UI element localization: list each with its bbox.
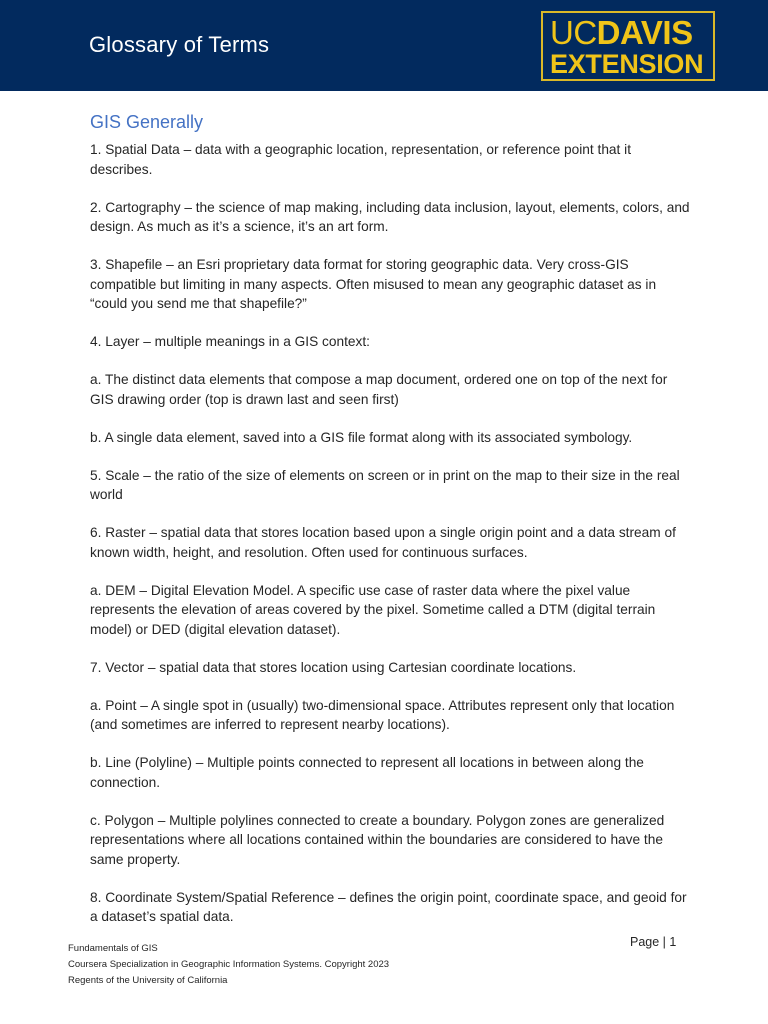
glossary-entry: b. A single data element, saved into a GIS file format along with its associated symbology. — [90, 429, 633, 445]
glossary-entry: 8. Coordinate System/Spatial Reference – defines the origin point, coordinate space, and geoid for a dataset’s spatial data. — [90, 889, 687, 924]
glossary-entry: b. Line (Polyline) – Multiple points connected to represent all locations in between along the connection. — [90, 755, 644, 790]
page-header — [0, 0, 768, 91]
glossary-entry: 1. Spatial Data – data with a geographic location, representation, or reference point that it describes. — [90, 142, 631, 177]
logo-davis: DAVIS — [596, 14, 693, 51]
glossary-entry: 2. Cartography – the science of map making, including data inclusion, layout, elements, colors, and design. As much as it’s a science, it’s an art form. — [90, 199, 690, 234]
glossary-entry: 4. Layer – multiple meanings in a GIS context: — [90, 334, 370, 349]
glossary-entry: a. Point – A single spot in (usually) two-dimensional space. Attributes represent only that location (and sometimes are inferred to represent nearby locations). — [90, 697, 675, 732]
page-footer — [68, 941, 389, 989]
glossary-entry: 5. Scale – the ratio of the size of elements on screen or in print on the map to their size in the real world — [90, 467, 680, 502]
footer-course: Fundamentals of GIS — [68, 943, 158, 954]
glossary-list — [90, 140, 690, 927]
document-title: Glossary of Terms — [89, 32, 270, 57]
logo-line-2: EXTENSION — [550, 49, 704, 79]
glossary-entry: 3. Shapefile – an Esri proprietary data format for storing geographic data. Very cross-GIS compatible but limiting in many aspects. Often misused to mean any geographic dataset as in “could you send me that shapefile?” — [90, 257, 657, 311]
glossary-entry: a. DEM – Digital Elevation Model. A specific use case of raster data where the pixel value represents the elevation of areas covered by the pixel. Sometime called a DTM (digital terrain model) or DED (digital elevation dataset). — [90, 582, 656, 637]
glossary-entry: a. The distinct data elements that compose a map document, ordered one on top of the next for GIS drawing order (top is drawn last and seen first) — [90, 372, 668, 407]
logo-line-1 — [550, 15, 693, 51]
glossary-entry: 7. Vector – spatial data that stores location using Cartesian coordinate locations. — [90, 659, 577, 675]
page-number: Page | 1 — [630, 935, 677, 949]
footer-specialization: Coursera Specialization in Geographic Information Systems. Copyright 2023 — [68, 959, 390, 970]
glossary-entry: 6. Raster – spatial data that stores location based upon a single origin point and a data stream of known width, height, and resolution. Often used for continuous surfaces. — [90, 525, 676, 560]
section-heading: GIS Generally — [90, 112, 204, 132]
glossary-entry: c. Polygon – Multiple polylines connected to create a boundary. Polygon zones are generalized representations where all locations contained within the boundaries are considered to have the same property. — [90, 812, 665, 867]
document-body — [90, 112, 690, 945]
uc-davis-extension-logo — [541, 11, 715, 81]
logo-uc: UC — [550, 14, 597, 51]
footer-regents: Regents of the University of California — [68, 975, 228, 986]
